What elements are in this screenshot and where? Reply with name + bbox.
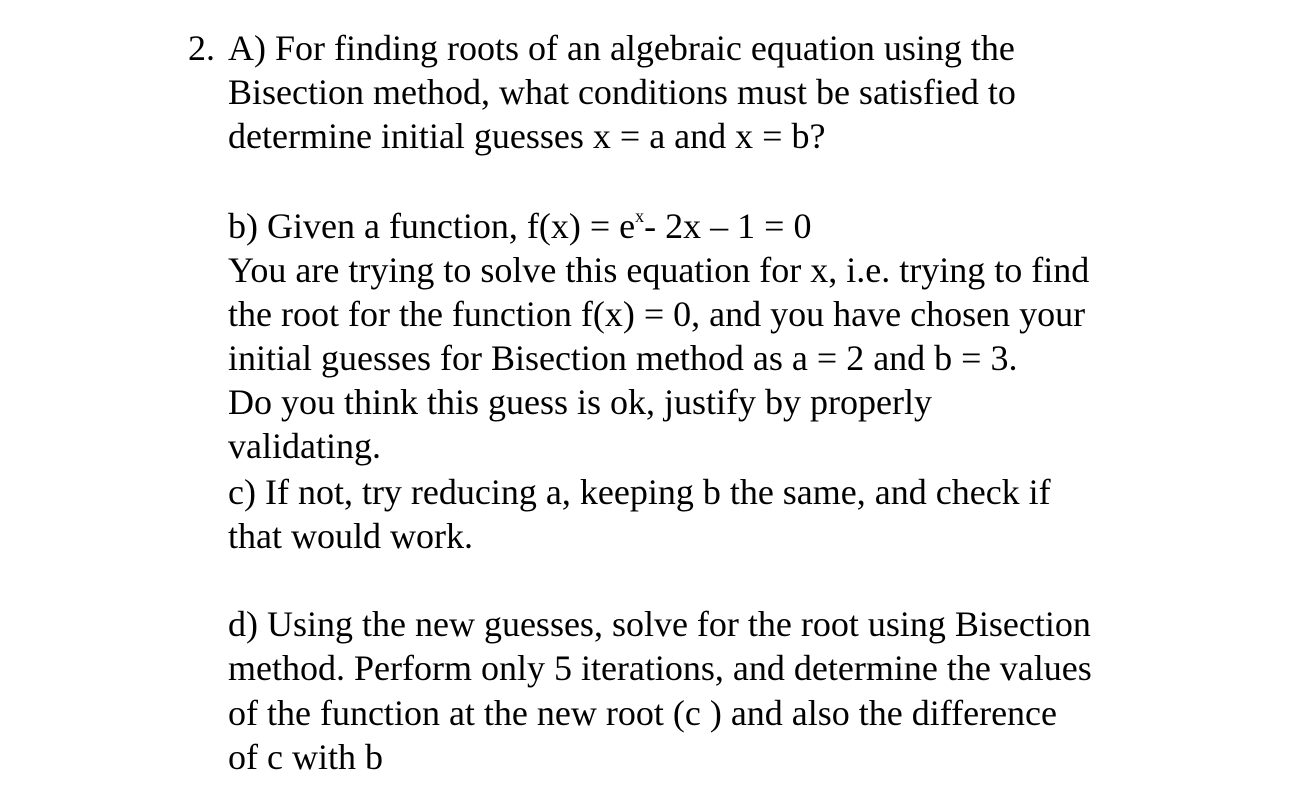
part-b-exponent: x <box>635 206 645 226</box>
part-b-given-function <box>228 204 811 248</box>
part-d-line-2: method. Perform only 5 iterations, and determine the values <box>228 648 1092 688</box>
part-d-line-3: of the function at the new root (c ) and also the difference <box>228 693 1058 733</box>
part-b-given-suffix: - 2x – 1 = 0 <box>644 206 812 246</box>
question-number: 2. <box>188 28 215 68</box>
part-b-line-6: validating. <box>228 426 381 466</box>
part-c-line-2: that would work. <box>228 516 473 556</box>
part-b-given-prefix: b) Given a function, f(x) = e <box>228 206 636 246</box>
part-a-line-2: Bisection method, what conditions must be satisfied to <box>228 72 1016 112</box>
part-a-line-1: A) For finding roots of an algebraic equation using the <box>228 28 1015 68</box>
part-b-line-3: the root for the function f(x) = 0, and you have chosen your <box>228 294 1086 334</box>
part-b-line-2: You are trying to solve this equation for x, i.e. trying to find <box>228 250 1090 290</box>
part-d-line-4: of c with b <box>228 737 383 777</box>
part-b-line-4: initial guesses for Bisection method as a = 2 and b = 3. <box>228 338 1018 378</box>
part-a-line-3: determine initial guesses x = a and x = b? <box>228 116 826 156</box>
part-d-line-1: d) Using the new guesses, solve for the root using Bisection <box>228 604 1091 644</box>
part-b-line-5: Do you think this guess is ok, justify by properly <box>228 382 932 422</box>
part-c-line-1: c) If not, try reducing a, keeping b the same, and check if <box>228 472 1051 512</box>
